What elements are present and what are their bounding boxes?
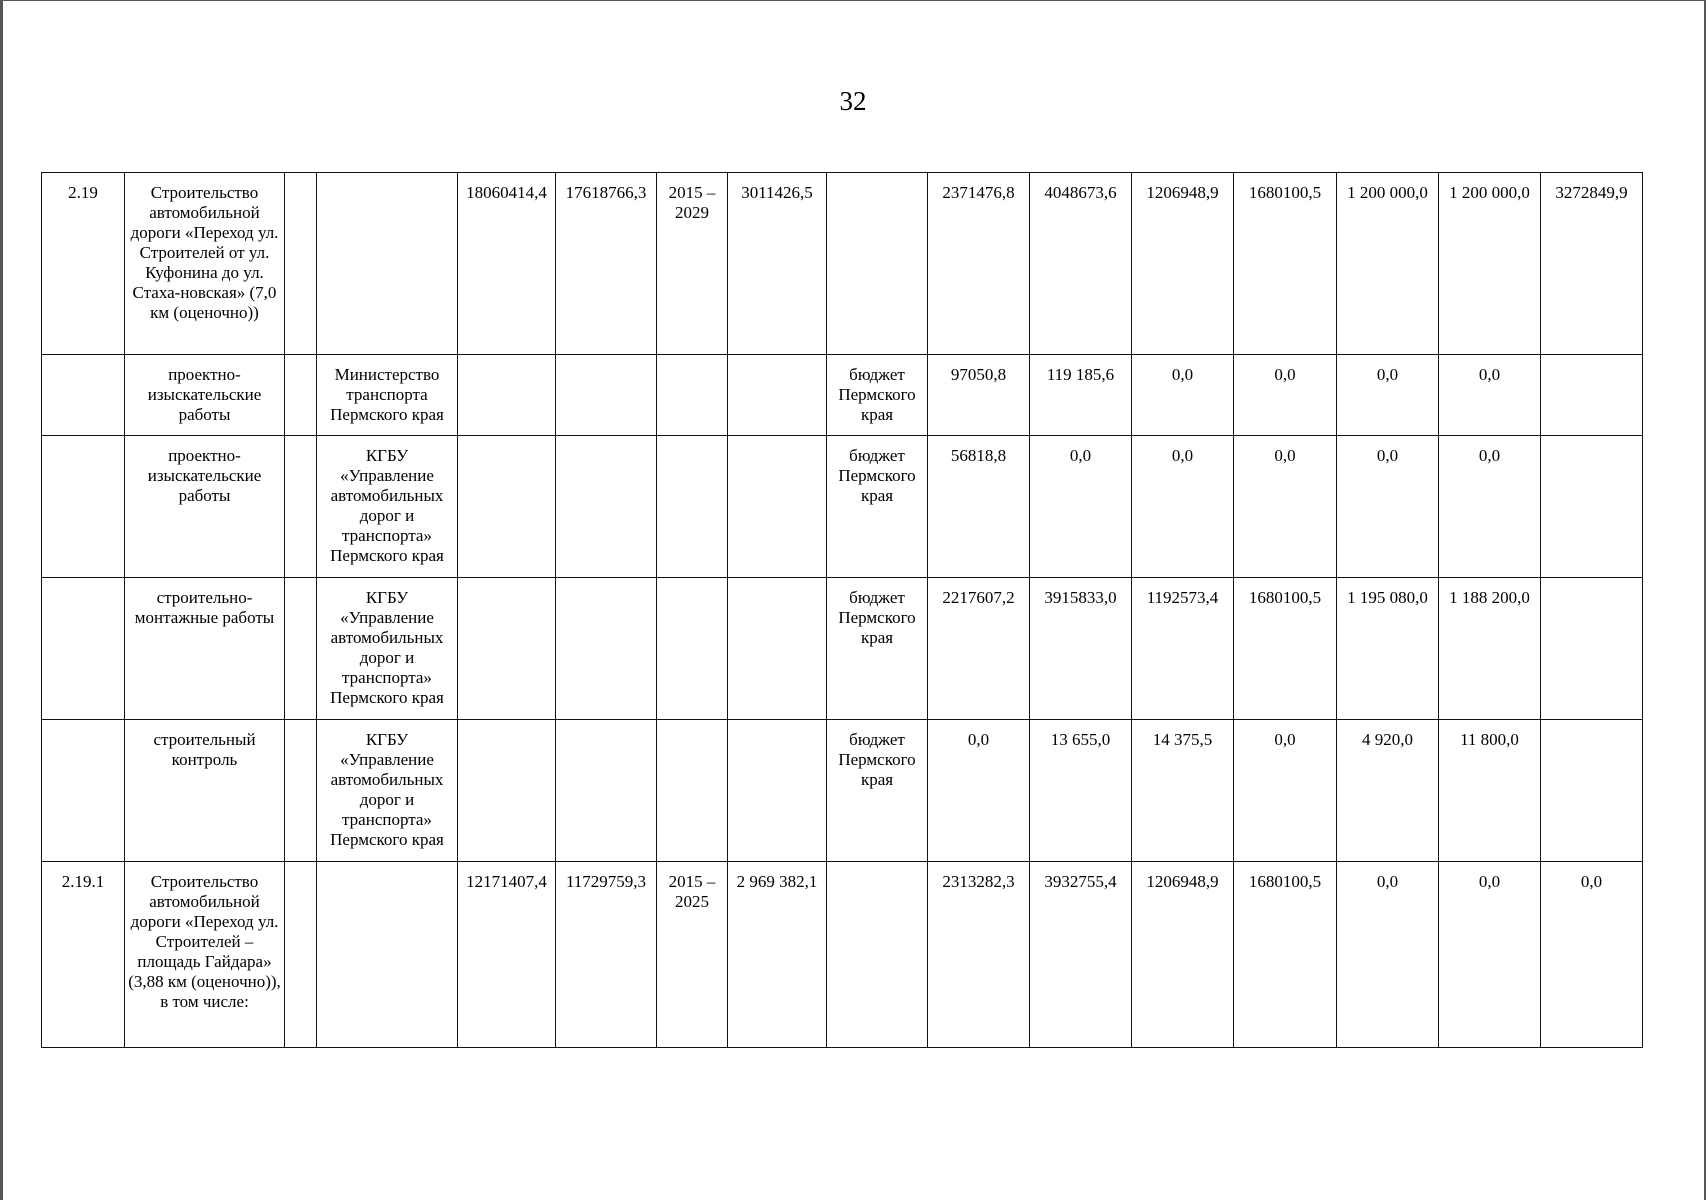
- table-row: [42, 862, 1643, 1048]
- scan-edge-left: [0, 0, 3, 1200]
- year-1-value: 0,0: [928, 720, 1030, 862]
- year-2-value: 13 655,0: [1030, 720, 1132, 862]
- year-2-value: 3932755,4: [1030, 862, 1132, 1048]
- year-6-value: 0,0: [1439, 862, 1541, 1048]
- year-6-value: 1 200 000,0: [1439, 173, 1541, 355]
- scan-edge-top: [0, 0, 1706, 1]
- executor: Министерство транспорта Пермского края: [317, 355, 458, 436]
- period: 2015 – 2029: [657, 173, 728, 355]
- remaining-cost: [556, 355, 657, 436]
- blank-cell: [285, 173, 317, 355]
- period: [657, 355, 728, 436]
- year-2-value: 0,0: [1030, 436, 1132, 578]
- period: 2015 – 2025: [657, 862, 728, 1048]
- row-number: 2.19.1: [42, 862, 125, 1048]
- remaining-cost: [556, 578, 657, 720]
- year-7-value: [1541, 436, 1643, 578]
- table-row: [42, 436, 1643, 578]
- year-1-value: 97050,8: [928, 355, 1030, 436]
- row-number: [42, 578, 125, 720]
- year-4-value: 0,0: [1234, 355, 1337, 436]
- remaining-cost: 17618766,3: [556, 173, 657, 355]
- funding-source: бюджет Пермского края: [827, 355, 928, 436]
- year-5-value: 4 920,0: [1337, 720, 1439, 862]
- work-name: строительный контроль: [125, 720, 285, 862]
- prior-funding: 3011426,5: [728, 173, 827, 355]
- year-2-value: 4048673,6: [1030, 173, 1132, 355]
- year-3-value: 1206948,9: [1132, 862, 1234, 1048]
- budget-table: [41, 172, 1643, 1048]
- executor: [317, 173, 458, 355]
- year-4-value: 1680100,5: [1234, 578, 1337, 720]
- table-row: [42, 173, 1643, 355]
- blank-cell: [285, 578, 317, 720]
- work-name: проектно-изыскательские работы: [125, 436, 285, 578]
- year-3-value: 14 375,5: [1132, 720, 1234, 862]
- period: [657, 436, 728, 578]
- prior-funding: [728, 355, 827, 436]
- year-6-value: 0,0: [1439, 436, 1541, 578]
- funding-source: [827, 173, 928, 355]
- remaining-cost: [556, 720, 657, 862]
- year-4-value: 0,0: [1234, 720, 1337, 862]
- total-cost: [458, 720, 556, 862]
- period: [657, 578, 728, 720]
- year-6-value: 11 800,0: [1439, 720, 1541, 862]
- row-number: [42, 355, 125, 436]
- year-5-value: 1 200 000,0: [1337, 173, 1439, 355]
- year-6-value: 0,0: [1439, 355, 1541, 436]
- year-5-value: 1 195 080,0: [1337, 578, 1439, 720]
- funding-source: бюджет Пермского края: [827, 578, 928, 720]
- funding-source: бюджет Пермского края: [827, 720, 928, 862]
- year-3-value: 0,0: [1132, 436, 1234, 578]
- year-7-value: [1541, 355, 1643, 436]
- work-name: строительно-монтажные работы: [125, 578, 285, 720]
- year-5-value: 0,0: [1337, 862, 1439, 1048]
- funding-source: бюджет Пермского края: [827, 436, 928, 578]
- work-name: Строительство автомобильной дороги «Переход ул. Строителей от ул. Куфонина до ул. Стаха-новская» (7,0 км (оценочно)): [125, 173, 285, 355]
- prior-funding: 2 969 382,1: [728, 862, 827, 1048]
- year-5-value: 0,0: [1337, 355, 1439, 436]
- year-2-value: 119 185,6: [1030, 355, 1132, 436]
- year-4-value: 1680100,5: [1234, 173, 1337, 355]
- year-7-value: 3272849,9: [1541, 173, 1643, 355]
- year-1-value: 2371476,8: [928, 173, 1030, 355]
- executor: КГБУ «Управление автомобильных дорог и транспорта» Пермского края: [317, 720, 458, 862]
- blank-cell: [285, 862, 317, 1048]
- prior-funding: [728, 720, 827, 862]
- year-4-value: 1680100,5: [1234, 862, 1337, 1048]
- table-row: [42, 355, 1643, 436]
- total-cost: [458, 355, 556, 436]
- year-7-value: 0,0: [1541, 862, 1643, 1048]
- year-3-value: 0,0: [1132, 355, 1234, 436]
- row-number: 2.19: [42, 173, 125, 355]
- remaining-cost: [556, 436, 657, 578]
- year-3-value: 1192573,4: [1132, 578, 1234, 720]
- row-number: [42, 720, 125, 862]
- year-7-value: [1541, 720, 1643, 862]
- executor: КГБУ «Управление автомобильных дорог и транспорта» Пермского края: [317, 436, 458, 578]
- year-6-value: 1 188 200,0: [1439, 578, 1541, 720]
- blank-cell: [285, 436, 317, 578]
- table-row: [42, 720, 1643, 862]
- prior-funding: [728, 578, 827, 720]
- page-number: 32: [839, 86, 867, 116]
- row-number: [42, 436, 125, 578]
- total-cost: 18060414,4: [458, 173, 556, 355]
- year-1-value: 2313282,3: [928, 862, 1030, 1048]
- year-5-value: 0,0: [1337, 436, 1439, 578]
- year-3-value: 1206948,9: [1132, 173, 1234, 355]
- funding-source: [827, 862, 928, 1048]
- total-cost: [458, 578, 556, 720]
- year-4-value: 0,0: [1234, 436, 1337, 578]
- work-name: Строительство автомобильной дороги «Переход ул. Строителей – площадь Гайдара» (3,88 км (оценочно)), в том числе:: [125, 862, 285, 1048]
- executor: КГБУ «Управление автомобильных дорог и транспорта» Пермского края: [317, 578, 458, 720]
- total-cost: 12171407,4: [458, 862, 556, 1048]
- period: [657, 720, 728, 862]
- blank-cell: [285, 720, 317, 862]
- year-2-value: 3915833,0: [1030, 578, 1132, 720]
- year-7-value: [1541, 578, 1643, 720]
- year-1-value: 2217607,2: [928, 578, 1030, 720]
- prior-funding: [728, 436, 827, 578]
- executor: [317, 862, 458, 1048]
- total-cost: [458, 436, 556, 578]
- year-1-value: 56818,8: [928, 436, 1030, 578]
- blank-cell: [285, 355, 317, 436]
- table-row: [42, 578, 1643, 720]
- remaining-cost: 11729759,3: [556, 862, 657, 1048]
- work-name: проектно-изыскательские работы: [125, 355, 285, 436]
